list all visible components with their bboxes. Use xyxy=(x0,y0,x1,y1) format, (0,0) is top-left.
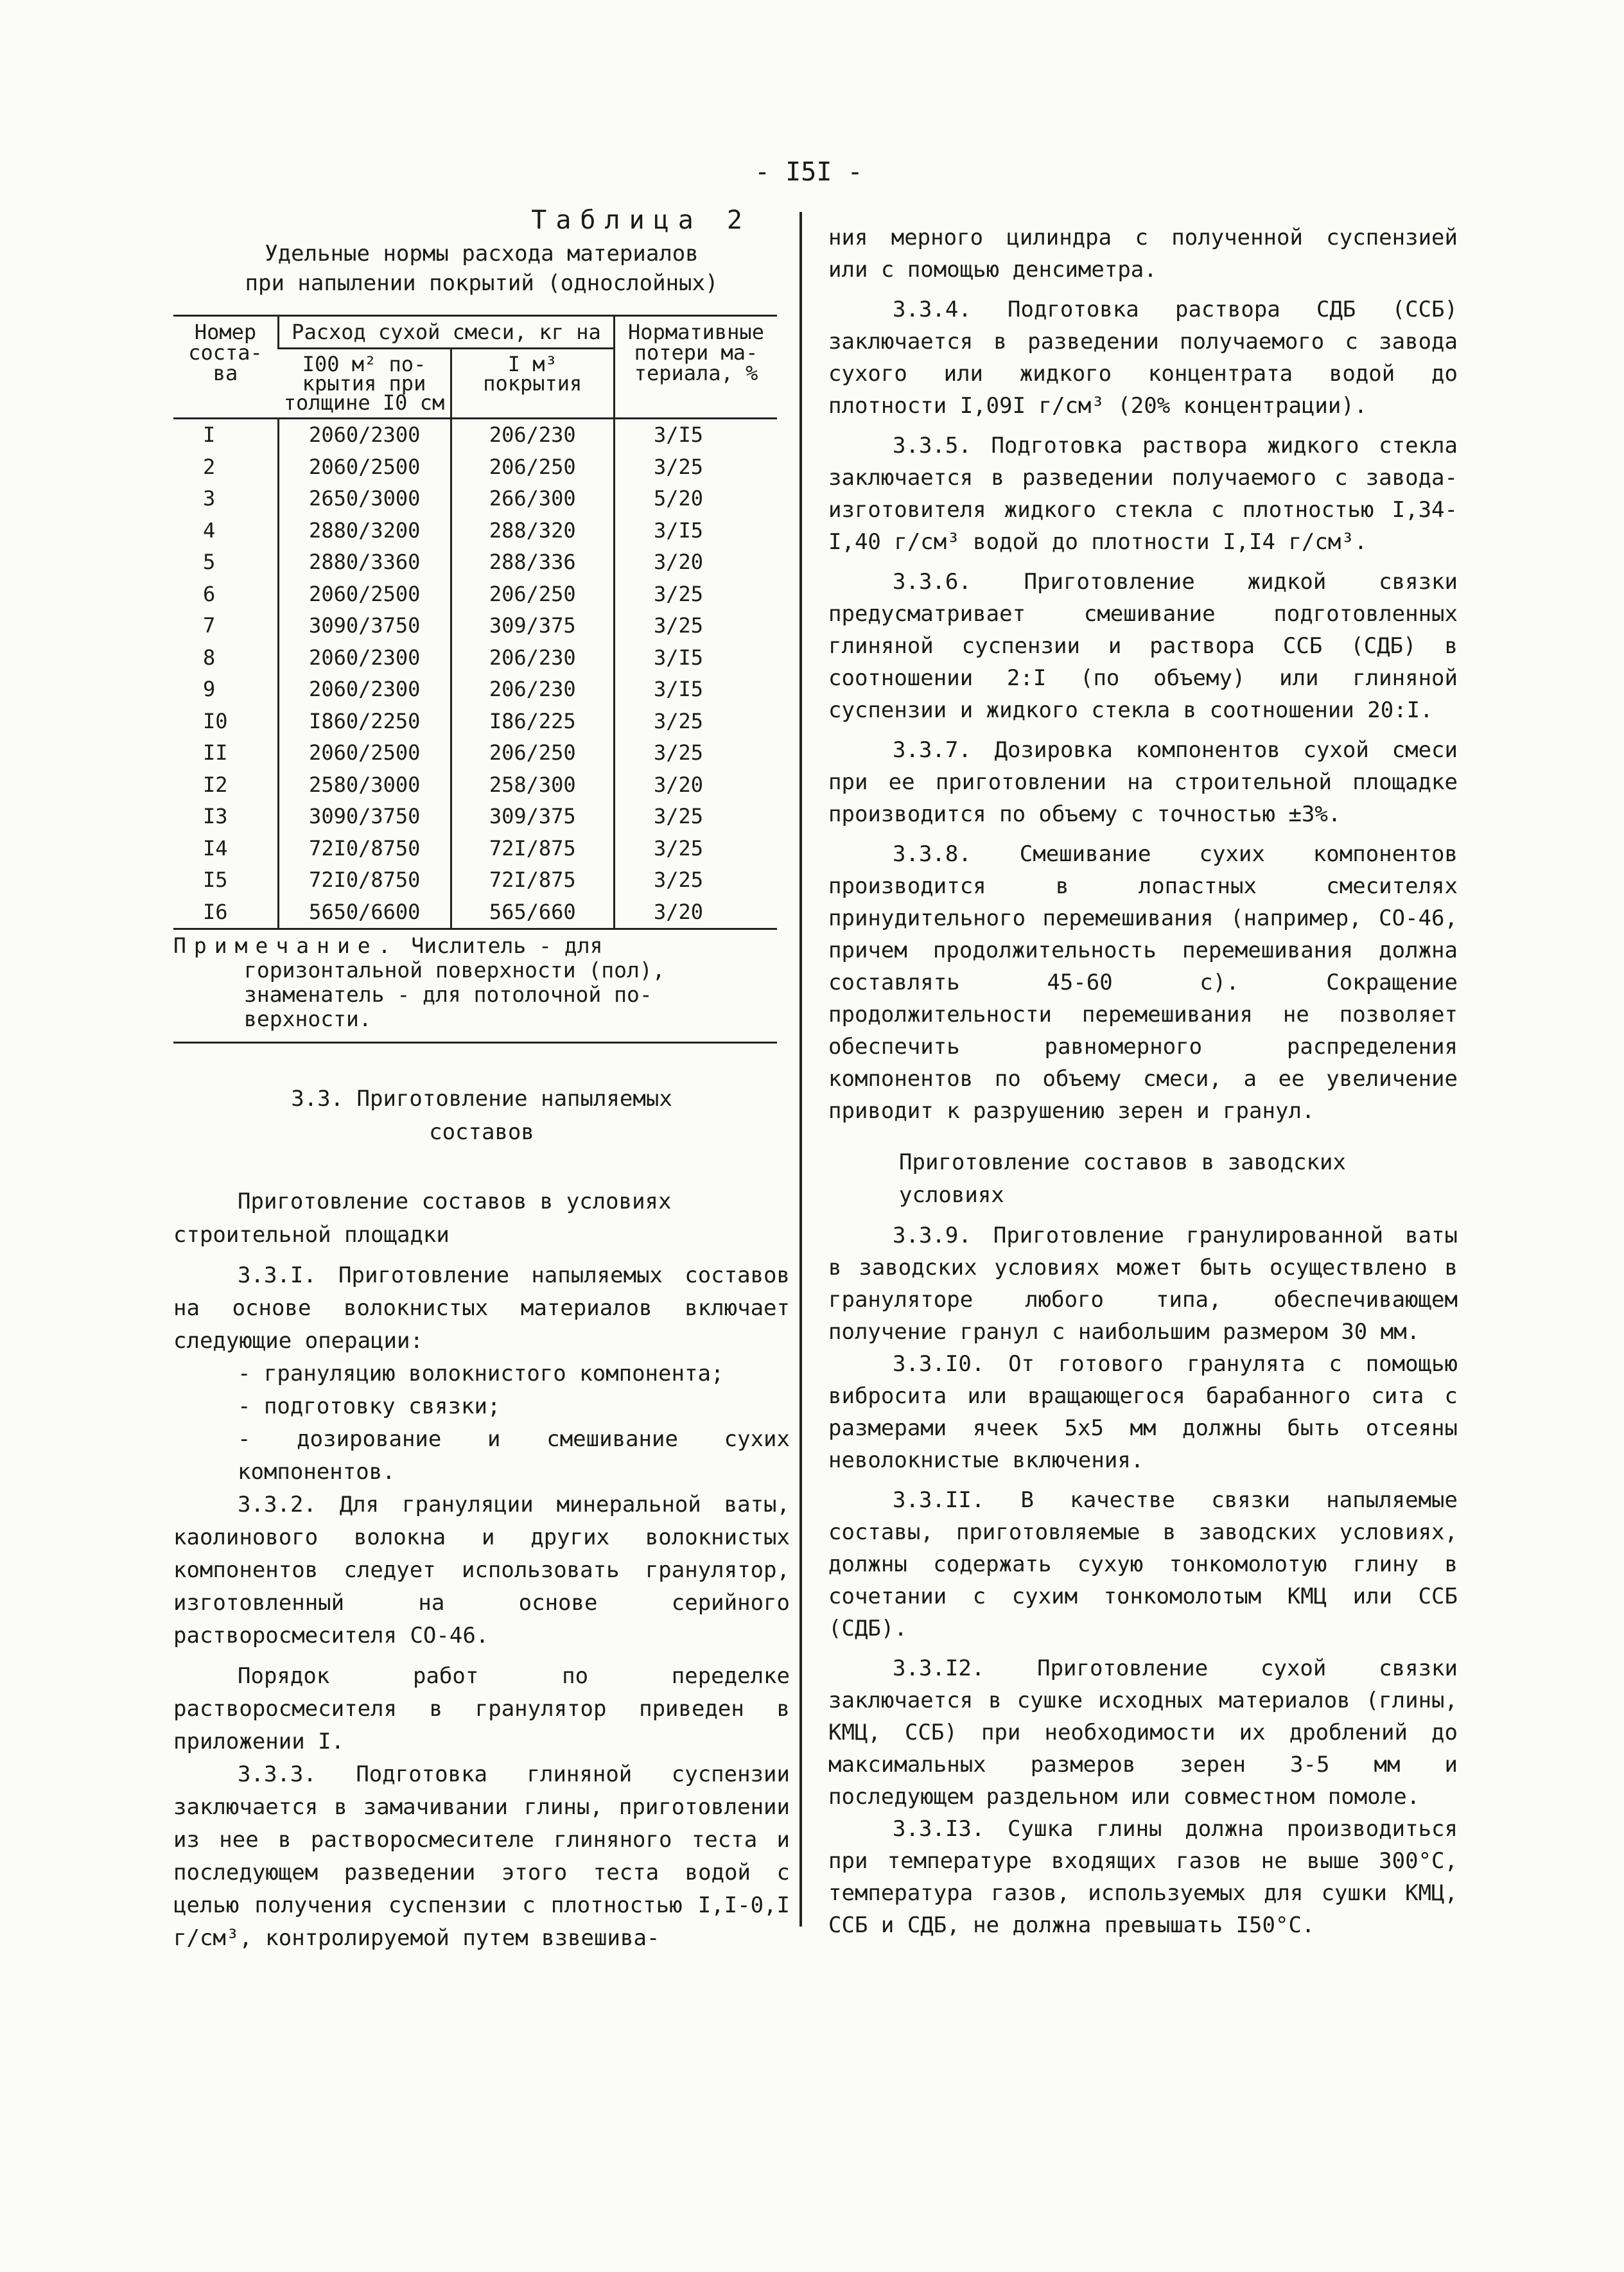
paragraph-3-3-2: 3.3.2. Для грануляции минеральной ваты, каолинового волокна и других волокнистых компонентов следует использовать гранулятор, изготовленный на основе серийного растворосмесителя СО-46. xyxy=(173,1492,790,1648)
table-cell: 2060/2500 xyxy=(279,579,451,611)
table-row xyxy=(173,515,777,547)
table-row xyxy=(173,833,777,865)
table-cell: 2880/3360 xyxy=(279,546,451,579)
table-cell: 2060/2500 xyxy=(279,737,451,769)
table-cell: 6 xyxy=(203,581,216,606)
table-cell: I5 xyxy=(203,868,228,892)
table-cell: II xyxy=(203,740,228,765)
table-label: Таблица 2 xyxy=(531,205,751,235)
table-cell: 3/25 xyxy=(615,451,778,484)
table-cell: 2880/3200 xyxy=(279,515,451,547)
column-divider xyxy=(799,212,802,1927)
table-cell: 9 xyxy=(203,677,216,701)
header-per-1m3: I м³ покрытия xyxy=(451,349,615,419)
table-note xyxy=(173,930,777,1044)
table-caption-line: при напылении покрытий (однослойных) xyxy=(245,270,719,296)
table-cell: 309/375 xyxy=(451,610,615,642)
table-cell: 206/230 xyxy=(451,674,615,706)
table-cell: 2060/2300 xyxy=(279,674,451,706)
page-number: - I5I - xyxy=(755,157,863,187)
table-cell: 288/320 xyxy=(451,515,615,547)
table-row xyxy=(173,610,777,642)
paragraph-3-3-5: 3.3.5. Подготовка раствора жидкого стекла заключается в разведении получаемого с завода-изготовителя жидкого стекла с плотностью I,34-I,40 г/см³ водой до плотности I,I4 г/см³. xyxy=(828,433,1458,555)
table-row xyxy=(173,864,777,896)
list-item: - подготовку связки; xyxy=(238,1394,501,1419)
table-caption xyxy=(173,239,790,298)
paragraph-3-3-10: 3.3.I0. От готового гранулята с помощью вибросита или вращающегося барабанного сита с размерами ячеек 5х5 мм должны быть отсеяны неволокнистые включения. xyxy=(828,1351,1458,1473)
table-row xyxy=(173,769,777,801)
table-cell: 7 xyxy=(203,613,216,638)
table-cell: I860/2250 xyxy=(279,706,451,738)
table-cell: 3/25 xyxy=(615,833,778,865)
table-cell: 72I0/8750 xyxy=(279,864,451,896)
subheading-factory: Приготовление составов в заводских условиях xyxy=(899,1149,1346,1208)
table-cell: 206/230 xyxy=(451,642,615,674)
table-cell: 206/250 xyxy=(451,579,615,611)
table-cell: 3/I5 xyxy=(615,515,778,547)
table-cell: 288/336 xyxy=(451,546,615,579)
paragraph-3-3-3: 3.3.3. Подготовка глиняной суспензии заключается в замачивании глины, приготовлении из нее в растворосмесителе глиняного теста и последующем разведении этого теста водой с целью получения суспензии с плотностью I,I-0,I г/см³, контролируемой путем взвешива- xyxy=(173,1761,790,1951)
table-cell: 3/I5 xyxy=(615,642,778,674)
operations-list xyxy=(173,1358,790,1489)
table-cell: 72I0/8750 xyxy=(279,833,451,865)
table-cell: I4 xyxy=(203,835,228,861)
table-cell: 206/230 xyxy=(451,419,615,451)
left-column xyxy=(173,205,790,1955)
table-cell: 3/20 xyxy=(615,769,778,801)
table-cell: 206/250 xyxy=(451,737,615,769)
table-cell: 3/25 xyxy=(615,737,778,769)
note-text: знаменатель - для потолочной по- xyxy=(244,982,652,1007)
table-cell: 3/25 xyxy=(615,864,778,896)
paragraph-3-3-12: 3.3.I2. Приготовление сухой связки заключается в сушке исходных материалов (глины, КМЦ, ССБ) при необходимости их дроблений до максимальных размеров зерен 3-5 мм и последующем раздельном или совместном помоле. xyxy=(828,1656,1458,1810)
note-label: Примечание. xyxy=(173,933,399,958)
table-cell: 3/25 xyxy=(615,801,778,833)
table-row xyxy=(173,674,777,706)
table-cell: 258/300 xyxy=(451,769,615,801)
table-cell: 4 xyxy=(203,518,216,543)
table-cell: 3/25 xyxy=(615,579,778,611)
table-row xyxy=(173,801,777,833)
table-cell: 3/20 xyxy=(615,896,778,929)
paragraph-3-3-6: 3.3.6. Приготовление жидкой связки предусматривает смешивание подготовленных глиняной суспензии и раствора ССБ (СДБ) в соотношении 2:I (по объему) или глиняной суспензии и жидкого стекла в соотношении 20:I. xyxy=(828,569,1458,723)
table-caption-line: Удельные нормы расхода материалов xyxy=(265,241,699,267)
table-cell: 309/375 xyxy=(451,801,615,833)
list-item: - грануляцию волокнистого компонента; xyxy=(238,1361,724,1386)
table-row xyxy=(173,896,777,929)
paragraph-continued: ния мерного цилиндра с полученной суспензией или с помощью денсиметра. xyxy=(828,225,1458,283)
table-row xyxy=(173,737,777,769)
norms-table xyxy=(173,315,777,930)
paragraph-3-3-9: 3.3.9. Приготовление гранулированной ваты в заводских условиях может быть осуществлено в грануляторе любого типа, обеспечивающем получение гранул с наибольшим размером 30 мм. xyxy=(828,1223,1458,1345)
table-cell: 3/I5 xyxy=(615,674,778,706)
table-row xyxy=(173,451,777,484)
table-cell: I3 xyxy=(203,804,228,828)
list-item: - дозирование и смешивание сухих компонентов. xyxy=(238,1426,790,1485)
paragraph-3-3-11: 3.3.II. В качестве связки напыляемые составы, приготовляемые в заводских условиях, должны содержать сухую тонкомолотую глину в сочетании с сухим тонкомолотым КМЦ или ССБ (СДБ). xyxy=(828,1487,1458,1641)
paragraph-3-3-13: 3.3.I3. Сушка глины должна производиться при температуре входящих газов не выше 300°С, температура газов, используемых для сушки КМЦ, ССБ и СДБ, не должна превышать I50°С. xyxy=(828,1816,1458,1938)
header-per-100m2: I00 м² по-крытия при толщине I0 см xyxy=(279,349,451,419)
table-cell: 72I/875 xyxy=(451,864,615,896)
table-cell: 206/250 xyxy=(451,451,615,484)
table-cell: 5/20 xyxy=(615,483,778,515)
header-composition-number: Номер соста-ва xyxy=(173,316,279,419)
table-cell: 2060/2500 xyxy=(279,451,451,484)
table-cell: 2650/3000 xyxy=(279,483,451,515)
table-cell: 3090/3750 xyxy=(279,610,451,642)
table-cell: I0 xyxy=(203,708,228,733)
table-cell: 3/I5 xyxy=(615,419,778,451)
note-text: Числитель - для xyxy=(411,933,603,958)
table-cell: 565/660 xyxy=(451,896,615,929)
section-title-line: составов xyxy=(429,1119,534,1145)
table-row xyxy=(173,579,777,611)
paragraph-3-3-7: 3.3.7. Дозировка компонентов сухой смеси при ее приготовлении на строительной площадке производится по объему с точностью ±3%. xyxy=(828,737,1458,827)
right-column xyxy=(828,222,1458,1941)
header-consumption: Расход сухой смеси, кг на xyxy=(279,316,615,349)
header-losses: Нормативные потери ма-териала, % xyxy=(615,316,778,419)
subheading-construction-site: Приготовление составов в условиях строительной площадки xyxy=(173,1189,672,1248)
table-cell: 72I/875 xyxy=(451,833,615,865)
table-cell: 5650/6600 xyxy=(279,896,451,929)
table-cell: I6 xyxy=(203,899,228,924)
table-row xyxy=(173,419,777,451)
table-cell: 8 xyxy=(203,645,216,670)
table-cell: 266/300 xyxy=(451,483,615,515)
table-cell: 3/25 xyxy=(615,610,778,642)
table-cell: 3090/3750 xyxy=(279,801,451,833)
table-cell: 2 xyxy=(203,454,216,479)
section-title-line: 3.3. Приготовление напыляемых xyxy=(291,1086,672,1112)
table-cell: 3/25 xyxy=(615,706,778,738)
table-cell: 3 xyxy=(203,486,216,511)
table-cell: I xyxy=(203,423,216,447)
note-text: верхности. xyxy=(244,1006,372,1031)
section-title xyxy=(173,1082,790,1149)
table-row xyxy=(173,546,777,579)
table-cell: 5 xyxy=(203,550,216,574)
table-row xyxy=(173,483,777,515)
paragraph-3-3-8: 3.3.8. Смешивание сухих компонентов производится в лопастных смесителях принудительного перемешивания (например, СО-46, причем продолжительность перемешивания должна составлять 45-60 с). Сокращение продолжительности перемешивания не позволяет обеспечить равномерного распределения компонентов по объему смеси, а ее увеличение приводит к разрушению зерен и гранул. xyxy=(828,841,1458,1124)
table-cell: I2 xyxy=(203,772,228,797)
table-cell: 2060/2300 xyxy=(279,642,451,674)
table-cell: 3/20 xyxy=(615,546,778,579)
paragraph-3-3-1: 3.3.I. Приготовление напыляемых составов на основе волокнистых материалов включает следующие операции: xyxy=(173,1263,790,1354)
table-row xyxy=(173,642,777,674)
note-text: горизонтальной поверхности (пол), xyxy=(244,957,665,983)
paragraph-order: Порядок работ по переделке растворосмесителя в гранулятор приведен в приложении I. xyxy=(173,1663,790,1754)
table-cell: 2580/3000 xyxy=(279,769,451,801)
table-row xyxy=(173,706,777,738)
table-cell: I86/225 xyxy=(451,706,615,738)
paragraph-3-3-4: 3.3.4. Подготовка раствора СДБ (ССБ) заключается в разведении получаемого с завода сухого или жидкого концентрата водой до плотности I,09I г/см³ (20% концентрации). xyxy=(828,297,1458,419)
table-cell: 2060/2300 xyxy=(279,419,451,451)
